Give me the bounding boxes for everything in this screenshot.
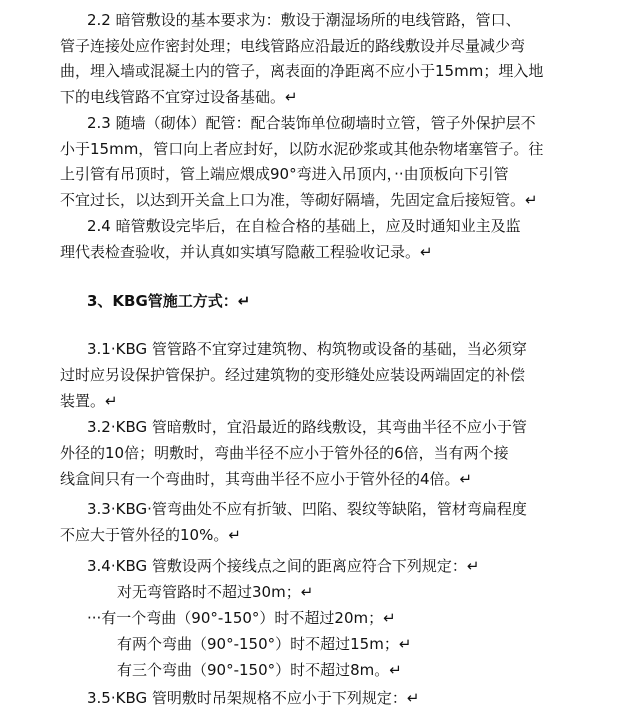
paragraph-3-3-line-1: 3.3·KBG·管弯曲处不应有折皱、凹陷、裂纹等缺陷，管材弯扁程度 (87, 500, 527, 518)
paragraph-2-3-line-4: 不宜过长，以达到开关盒上口为准，等砌好隔墙，先固定盒后接短管。↵ (60, 191, 538, 209)
paragraph-3-3-line-2: 不应大于管外径的10%。↵ (60, 526, 241, 544)
section-3-heading: 3、KBG管施工方式：↵ (87, 292, 251, 310)
list-item-three-bends: 有三个弯曲（90°-150°）时不超过8m。↵ (117, 661, 402, 679)
list-item-one-bend: ···有一个弯曲（90°-150°）时不超过20m；↵ (87, 609, 396, 627)
paragraph-3-4-line-1: 3.4·KBG 管敷设两个接线点之间的距离应符合下列规定：↵ (87, 557, 480, 575)
paragraph-2-3-line-3: 上引管有吊顶时，管上端应煨成90°弯进入吊顶内，··由顶板向下引管 (60, 165, 509, 183)
paragraph-2-3-line-1: 2.3 随墙（砌体）配管：配合装饰单位砌墙时立管，管子外保护层不 (87, 114, 536, 132)
paragraph-3-2-line-3: 线盒间只有一个弯曲时，其弯曲半径不应小于管外径的4倍。↵ (60, 470, 473, 488)
paragraph-2-4-line-2: 理代表检查验收，并认真如实填写隐蔽工程验收记录。↵ (60, 243, 433, 261)
paragraph-2-3-line-2: 小于15mm，管口向上者应封好，以防水泥砂浆或其他杂物堵塞管子。往 (60, 140, 544, 158)
paragraph-2-2-line-2: 管子连接处应作密封处理；电线管路应沿最近的路线敷设并尽量减少弯 (60, 37, 526, 55)
paragraph-3-1-line-3: 装置。↵ (60, 392, 118, 410)
paragraph-2-2-line-1: 2.2 暗管敷设的基本要求为：敷设于潮湿场所的电线管路，管口、 (87, 11, 521, 29)
list-item-two-bends: 有两个弯曲（90°-150°）时不超过15m；↵ (117, 635, 412, 653)
paragraph-3-1-line-1: 3.1·KBG 管管路不宜穿过建筑物、构筑物或设备的基础，当必须穿 (87, 340, 527, 358)
paragraph-3-2-line-1: 3.2·KBG 管暗敷时，宜沿最近的路线敷设，其弯曲半径不应小于管 (87, 418, 527, 436)
paragraph-3-1-line-2: 过时应另设保护管保护。经过建筑物的变形缝处应装设两端固定的补偿 (60, 366, 526, 384)
paragraph-2-2-line-3: 曲，埋入墙或混凝土内的管子，离表面的净距离不应小于15mm；埋入地 (60, 62, 544, 80)
paragraph-3-2-line-2: 外径的10倍；明敷时，弯曲半径不应小于管外径的6倍，当有两个接 (60, 444, 509, 462)
list-item-no-bend: 对无弯管路时不超过30m；↵ (117, 583, 314, 601)
paragraph-2-2-line-4: 下的电线管路不宜穿过设备基础。↵ (60, 88, 298, 106)
paragraph-2-4-line-1: 2.4 暗管敷设完毕后，在自检合格的基础上，应及时通知业主及监 (87, 217, 521, 235)
paragraph-3-5-line-1: 3.5·KBG 管明敷时吊架规格不应小于下列规定：↵ (87, 689, 420, 707)
